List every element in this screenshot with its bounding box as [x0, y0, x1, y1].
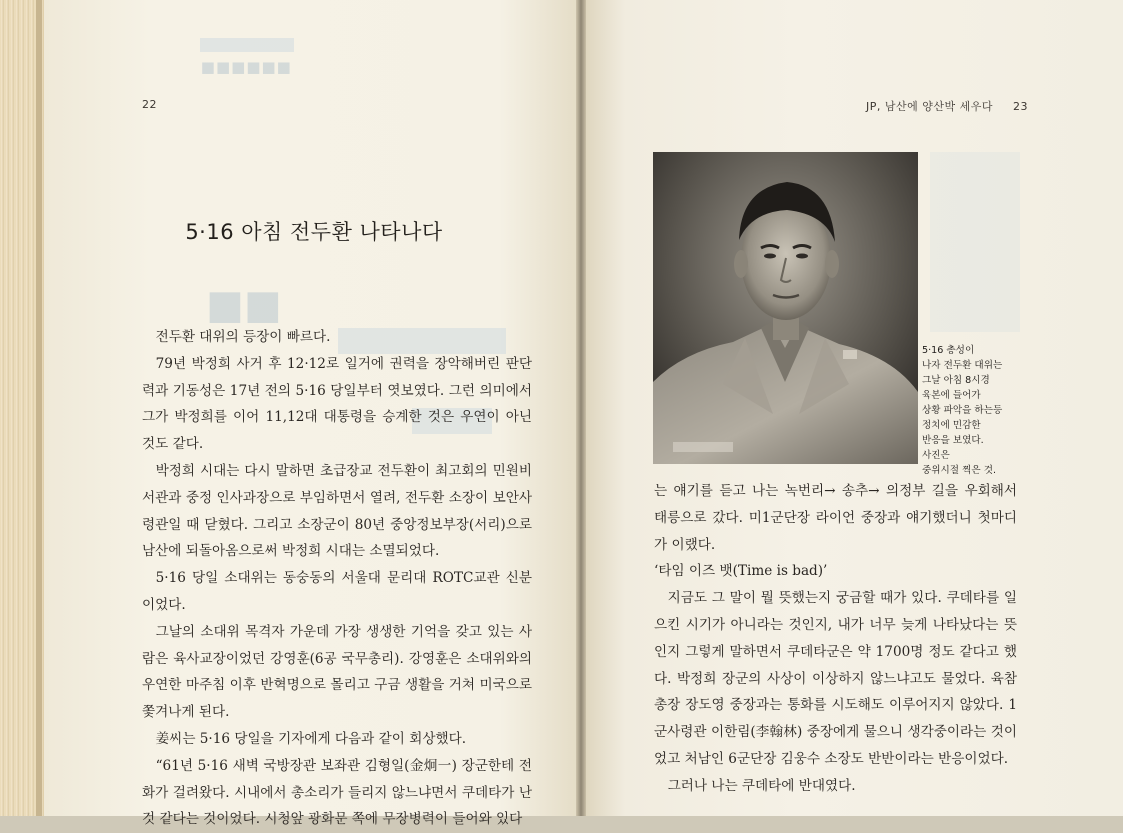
caption-line: 중위시절 찍은 것.	[922, 465, 997, 476]
paragraph: 는 얘기를 듣고 나는 녹번리→ 송추→ 의정부 길을 우회해서 태릉으로 갔다. 미1군단장 라이언 중장과 얘기했더니 첫마디가 이랬다.	[654, 483, 1017, 553]
paragraph: 지금도 그 말이 뭘 뜻했는지 궁금할 때가 있다. 쿠데타를 일으킨 시기가 아니라는 것인지, 내가 너무 늦게 나타났다는 뜻인지 그렇게 말하면서 쿠데타군은 약 1700명 정도 같다고 했다. 박정희 장군의 사상이 이상하지 않느냐고도 물었다. 육참총장 장도영 중장과는 통화를 시도해도 이루어지지 않았다. 1군사령관 이한림(李翰林) 중장에게 물으니 생각중이라는 것이었고 처남인 6군단장 김웅수 소장도 반반이라는 반응이었다.	[654, 590, 1017, 767]
paragraph: 5·16 당일 소대위는 동숭동의 서울대 문리대 ROTC교관 신분이었다.	[142, 570, 532, 613]
paragraph: 姜씨는 5·16 당일을 기자에게 다음과 같이 회상했다.	[155, 730, 467, 747]
caption-line: 정치에 민감한	[922, 420, 981, 431]
book-gutter	[576, 0, 586, 816]
caption-line: 그날 아침 8시경	[922, 375, 990, 386]
show-through-mark	[930, 152, 1020, 332]
photo-caption	[922, 343, 1022, 478]
paragraph: “61년 5·16 새벽 국방장관 보좌관 김형일(金炯一) 장군한테 전화가 걸려왔다. 시내에서 총소리가 들리지 않느냐면서 쿠데타가 난 것 같다는 것이었다. 시청앞 광화문 쪽에 무장병력이 들어와 있다	[142, 757, 532, 828]
left-body-text	[142, 324, 532, 833]
show-through-mark	[200, 38, 294, 52]
running-head	[866, 98, 1028, 114]
running-head-title: JP, 남산에 양산박 세우다	[866, 100, 993, 113]
caption-line: 사진은	[922, 450, 950, 461]
paragraph: 박정희 시대는 다시 말하면 초급장교 전두환이 최고회의 민원비서관과 중정 인사과장으로 부임하면서 열려, 전두환 소장이 보안사령관일 때 닫혔다. 그리고 소장군이 80년 중앙정보부장(서리)으로 남산에 되돌아옴으로써 박정희 시대는 소멸되었다.	[142, 462, 532, 560]
show-through-mark: ■■■■■■	[200, 58, 292, 76]
page-number-right: 23	[1013, 100, 1028, 113]
caption-line: 육본에 들어가	[922, 390, 981, 401]
paragraph: 그러나 나는 쿠데타에 반대였다.	[667, 777, 856, 794]
show-through-mark: ■■	[206, 282, 282, 328]
paragraph: ‘타임 이즈 뱃(Time is bad)’	[654, 563, 828, 580]
caption-line: 나자 전두환 대위는	[922, 360, 1003, 371]
caption-line: 반응을 보였다.	[922, 435, 984, 446]
portrait-figure	[653, 152, 918, 464]
paragraph: 79년 박정희 사거 후 12·12로 일거에 권력을 장악해버린 판단력과 기동성은 17년 전의 5·16 당일부터 엿보였다. 그런 의미에서 그가 박정희를 이어 11,12대 대통령을 승계한 것은 우연이 아닌 것도 같다.	[142, 355, 532, 453]
paragraph: 전두환 대위의 등장이 빠르다.	[155, 329, 331, 345]
paragraph: 그날의 소대위 목격자 가운데 가장 생생한 기억을 갖고 있는 사람은 육사교장이었던 강영훈(6공 국무총리). 강영훈은 소대위와의 우연한 마주침 이후 반혁명으로 몰리고 구금 생활을 거쳐 미국으로 쫓겨나게 된다.	[142, 623, 532, 721]
chapter-title: 5·16 아침 전두환 나타나다	[185, 220, 443, 244]
book-page-edges	[0, 0, 46, 816]
portrait-photo	[653, 152, 918, 464]
right-body-text	[654, 478, 1017, 800]
caption-line: 5·16 총성이	[922, 345, 975, 356]
page-number-left: 22	[142, 98, 157, 111]
caption-line: 상황 파악을 하는등	[922, 405, 1003, 416]
